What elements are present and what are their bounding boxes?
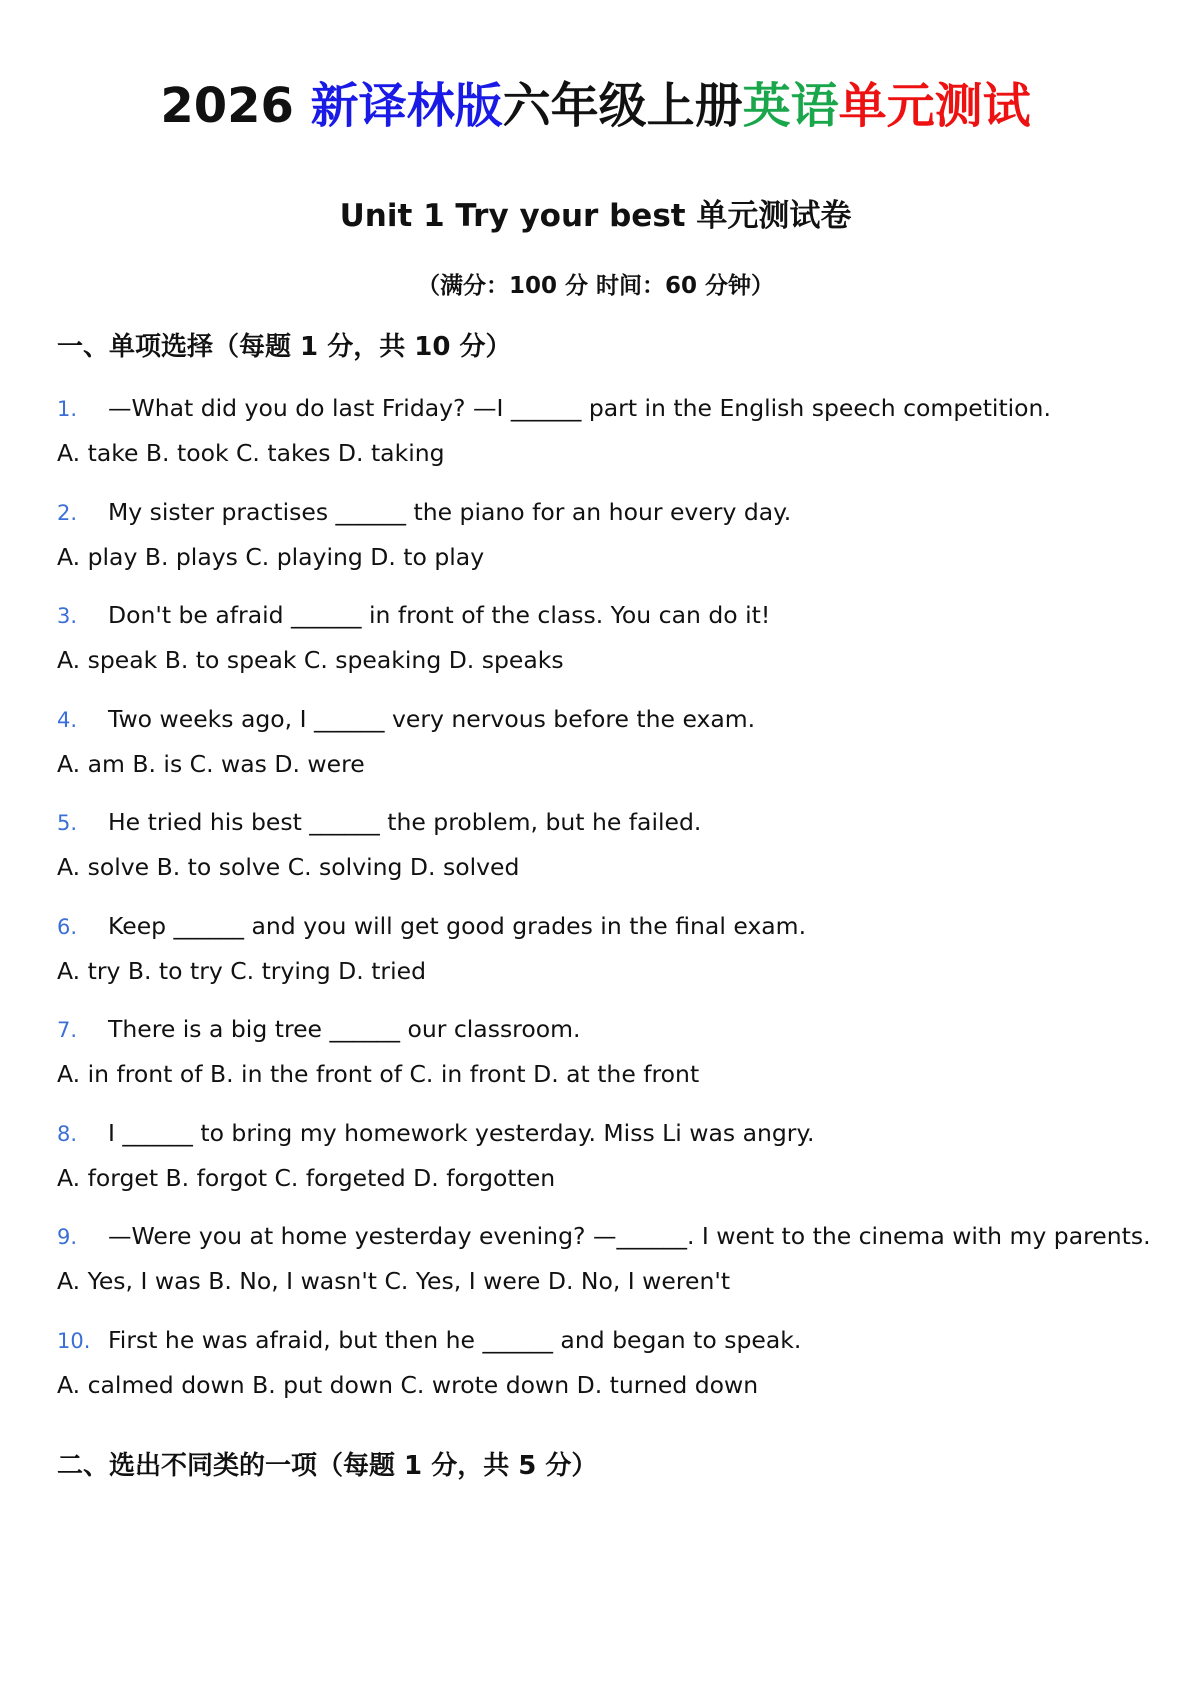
- question-stem: [57, 599, 770, 632]
- question-text: —What did you do last Friday? —I ______ part in the English speech competition.: [108, 394, 1051, 422]
- question-options: A. take B. took C. takes D. taking: [57, 439, 445, 467]
- title-part-subject: 英语: [742, 78, 839, 134]
- question-stem: [57, 703, 755, 736]
- question-text: First he was afraid, but then he ______ and began to speak.: [108, 1325, 802, 1354]
- question-number: 4.: [57, 707, 78, 732]
- question-stem: [57, 806, 701, 839]
- question-number: 1.: [57, 397, 78, 421]
- question-number: 3.: [57, 604, 78, 628]
- question-stem: [57, 1117, 814, 1150]
- question-number: 9.: [57, 1225, 78, 1249]
- question-number: 5.: [57, 811, 78, 835]
- score-time-info: （满分：100 分 时间：60 分钟）: [416, 273, 775, 299]
- question-options: A. Yes, I was B. No, I wasn't C. Yes, I were D. No, I weren't: [57, 1267, 731, 1295]
- title-part-test: 单元测试: [838, 78, 1031, 134]
- question-stem: [57, 1013, 580, 1046]
- question-number: 10.: [57, 1328, 91, 1353]
- question-stem: [57, 1324, 801, 1357]
- question-options: A. solve B. to solve C. solving D. solved: [57, 853, 520, 881]
- question-options: A. am B. is C. was D. were: [57, 749, 365, 778]
- title-part-year: 2026: [160, 78, 311, 134]
- question-stem: [57, 910, 806, 943]
- question-text: Don't be afraid ______ in front of the class. You can do it!: [108, 601, 771, 629]
- section-heading-2: 二、选出不同类的一项（每题 1 分，共 5 分）: [57, 1451, 598, 1481]
- question-number: 8.: [57, 1121, 78, 1146]
- question-stem: [57, 392, 1051, 425]
- question-number: 2.: [57, 500, 78, 525]
- question-text: Keep ______ and you will get good grades in the final exam.: [108, 911, 807, 940]
- page-title: [0, 78, 1191, 134]
- question-text: There is a big tree ______ our classroom.: [108, 1015, 581, 1043]
- question-number: 6.: [57, 914, 78, 939]
- question-stem: [57, 1220, 1151, 1253]
- question-options: A. forget B. forgot C. forgeted D. forgotten: [57, 1163, 556, 1192]
- title-part-grade: 六年级上册: [502, 78, 743, 134]
- question-options: A. calmed down B. put down C. wrote down D. turned down: [57, 1370, 759, 1399]
- question-options: A. play B. plays C. playing D. to play: [57, 542, 485, 571]
- title-part-edition: 新译林版: [310, 78, 503, 134]
- question-text: I ______ to bring my homework yesterday. Miss Li was angry.: [108, 1118, 815, 1147]
- unit-subtitle: Unit 1 Try your best 单元测试卷: [339, 198, 852, 234]
- question-text: My sister practises ______ the piano for an hour every day.: [108, 497, 792, 526]
- question-options: A. speak B. to speak C. speaking D. speaks: [57, 646, 564, 674]
- section-heading-1: 一、单项选择（每题 1 分，共 10 分）: [57, 332, 512, 362]
- question-options: A. in front of B. in the front of C. in front D. at the front: [57, 1060, 700, 1088]
- question-stem: [57, 496, 791, 529]
- question-text: —Were you at home yesterday evening? —______. I went to the cinema with my parents.: [108, 1222, 1151, 1250]
- question-options: A. try B. to try C. trying D. tried: [57, 956, 426, 985]
- question-number: 7.: [57, 1018, 78, 1042]
- question-text: Two weeks ago, I ______ very nervous before the exam.: [108, 704, 756, 733]
- question-text: He tried his best ______ the problem, but he failed.: [108, 808, 702, 836]
